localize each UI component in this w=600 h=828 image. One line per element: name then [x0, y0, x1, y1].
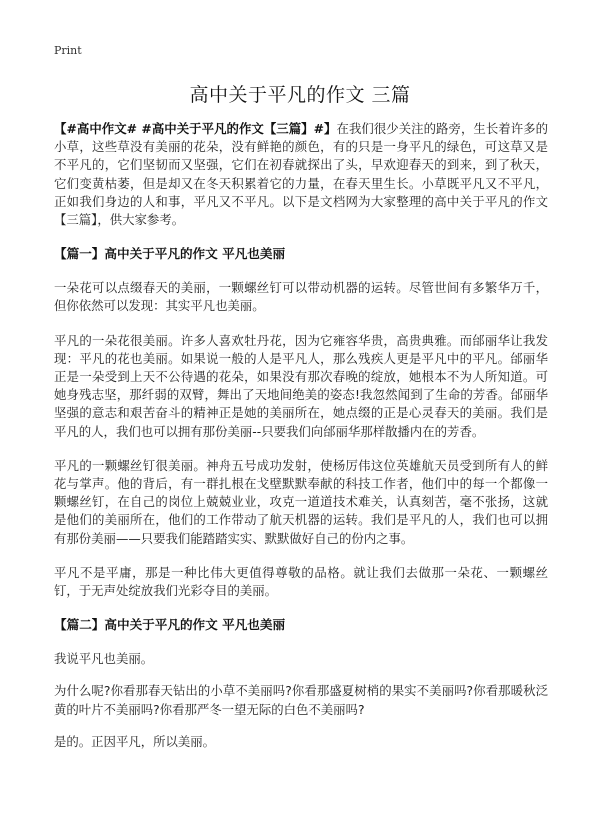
section-2-heading: 【篇二】高中关于平凡的作文 平凡也美丽	[54, 617, 286, 633]
section-2-paragraph-3: 是的。正因平凡，所以美丽。	[54, 733, 216, 749]
section-1-heading: 【篇一】高中关于平凡的作文 平凡也美丽	[54, 246, 286, 262]
section-2-paragraph-1: 我说平凡也美丽。	[54, 651, 154, 667]
intro-text: 在我们很少关注的路旁，生长着许多的小草，这些草没有美丽的花朵，没有鲜艳的颜色，有的只是一身平凡的绿色，可这草又是不平凡的，它们坚韧而又坚强，它们在初春就探出了头，早欢迎春天的到来，到了秋天，它们变黄枯萎，但是却又在冬天积累着它的力量，在春天里生长。小草既平凡又不平凡，正如我们身边的人和事，平凡又不平凡。以下是文档网为大家整理的高中关于平凡的作文【三篇】，供大家参考。	[54, 121, 548, 228]
section-1-paragraph-3: 平凡的一颗螺丝钉很美丽。神舟五号成功发射，使杨厉伟这位英雄航天员受到所有人的鲜花与掌声。他的背后，有一群扎根在戈壁默默奉献的科技工作者，他们中的每一个都像一颗螺丝钉，在自己的岗位上兢兢业业，攻克一道道技术难关，认真刻苦，毫不张扬，这就是他们的美丽所在，他们的工作带动了航天机器的运转。我们是平凡的人，我们也可以拥有那份美丽——只要我们能踏踏实实、默默做好自己的份内之事。	[54, 457, 548, 546]
intro-tag: 【#高中作文# #高中关于平凡的作文【三篇】#】	[54, 121, 337, 136]
section-2-paragraph-2: 为什么呢?你看那春天钻出的小草不美丽吗?你看那盛夏树梢的果实不美丽吗?你看那暖秋泛黄的叶片不美丽吗?你看那严冬一望无际的白色不美丽吗?	[54, 683, 548, 717]
intro-paragraph	[54, 120, 548, 229]
page-title: 高中关于平凡的作文 三篇	[189, 84, 411, 106]
section-1-paragraph-2: 平凡的一朵花很美丽。许多人喜欢牡丹花，因为它雍容华贵，高贵典雅。而邰丽华让我发现：平凡的花也美丽。如果说一般的人是平凡人，那么残疾人更是平凡中的平凡。邰丽华正是一朵受到上天不公待遇的花朵，如果没有那次春晚的绽放，她根本不为人所知道。可她身残志坚，那纤弱的双臂，舞出了天地间绝美的姿态!我忽然闻到了生命的芳香。邰丽华坚强的意志和艰苦奋斗的精神正是她的美丽所在，她点缀的正是心灵春天的美丽。我们是平凡的人，我们也可以拥有那份美丽--只要我们向邰丽华那样散播内在的芳香。	[54, 332, 548, 439]
section-1-paragraph-4: 平凡不是平庸，那是一种比伟大更值得尊敬的品格。就让我们去做那一朵花、一颗螺丝钉，于无声处绽放我们光彩夺目的美丽。	[54, 564, 548, 599]
print-label: Print	[54, 44, 82, 57]
section-1-paragraph-1: 一朵花可以点缀春天的美丽，一颗螺丝钉可以带动机器的运转。尽管世间有多繁华万千，但你依然可以发现：其实平凡也美丽。	[54, 280, 548, 314]
article-body	[54, 120, 548, 765]
